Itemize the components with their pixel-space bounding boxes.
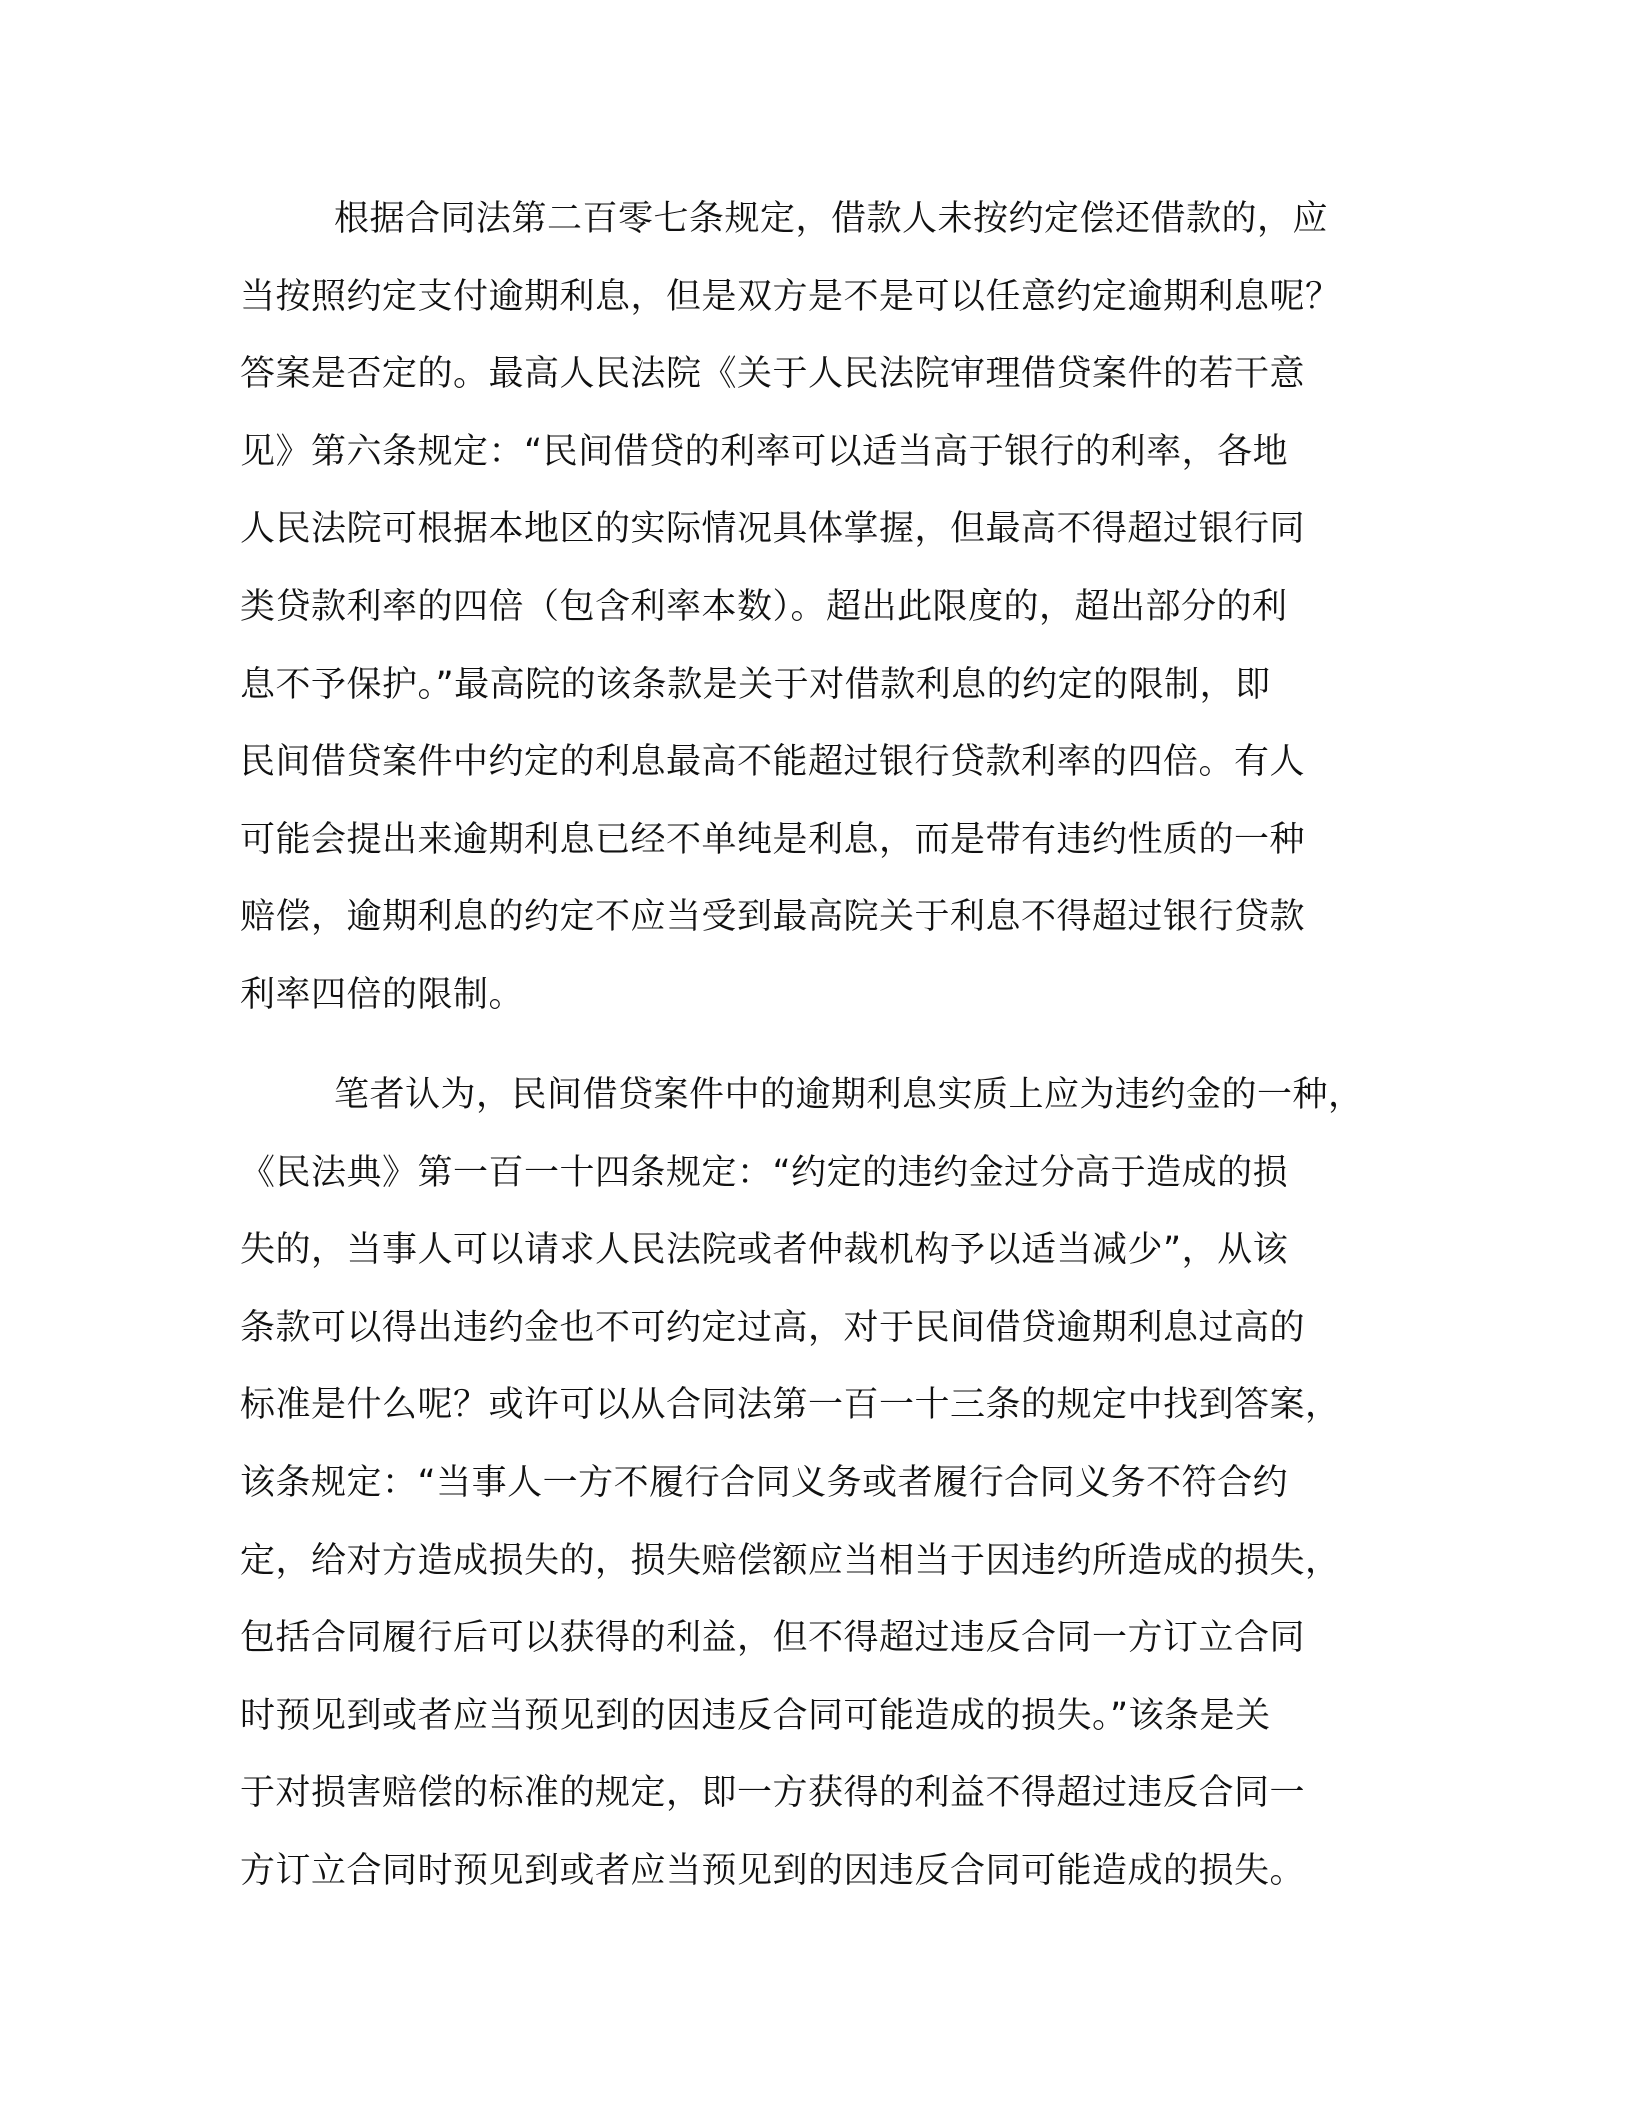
paragraph-line: 人民法院可根据本地区的实际情况具体掌握，但最高不得超过银行同 — [240, 509, 1306, 550]
paragraph-line: 笔者认为，民间借贷案件中的逾期利息实质上应为违约金的一种， — [334, 1075, 1364, 1115]
paragraph-line: 民间借贷案件中约定的利息最高不能超过银行贷款利率的四倍。有人 — [240, 742, 1306, 783]
paragraph-line: 《民法典》第一百一十四条规定：“约定的违约金过分高于造成的损 — [240, 1152, 1289, 1193]
paragraph-line: 时预见到或者应当预见到的因违反合同可能造成的损失。”该条是关 — [240, 1695, 1271, 1736]
paragraph-line: 失的，当事人可以请求人民法院或者仲裁机构予以适当减少”，从该 — [240, 1230, 1289, 1271]
paragraph-line: 利率四倍的限制。 — [240, 974, 525, 1015]
paragraph-1 — [240, 181, 1390, 1035]
paragraph-line: 包括合同履行后可以获得的利益，但不得超过违反合同一方订立合同 — [240, 1618, 1306, 1659]
paragraph-line: 息不予保护。”最高院的该条款是关于对借款利息的约定的限制，即 — [240, 664, 1271, 705]
paragraph-line: 于对损害赔偿的标准的规定，即一方获得的利益不得超过违反合同一 — [240, 1773, 1306, 1814]
paragraph-line: 可能会提出来逾期利息已经不单纯是利息，而是带有违约性质的一种 — [240, 819, 1306, 860]
paragraph-line: 见》第六条规定：“民间借贷的利率可以适当高于银行的利率，各地 — [240, 431, 1289, 472]
paragraph-line: 定，给对方造成损失的，损失赔偿额应当相当于因违约所造成的损失， — [240, 1540, 1341, 1581]
paragraph-line: 方订立合同时预见到或者应当预见到的因违反合同可能造成的损失。 — [240, 1850, 1306, 1891]
paragraph-line: 答案是否定的。最高人民法院《关于人民法院审理借贷案件的若干意 — [240, 354, 1306, 395]
paragraph-2 — [240, 1057, 1390, 1911]
paragraph-line: 条款可以得出违约金也不可约定过高，对于民间借贷逾期利息过高的 — [240, 1307, 1306, 1348]
paragraph-line: 当按照约定支付逾期利息，但是双方是不是可以任意约定逾期利息呢？ — [240, 276, 1341, 317]
paragraph-line: 标准是什么呢？或许可以从合同法第一百一十三条的规定中找到答案， — [240, 1385, 1341, 1426]
paragraph-line: 根据合同法第二百零七条规定，借款人未按约定偿还借款的，应 — [334, 199, 1329, 239]
paragraph-line: 该条规定：“当事人一方不履行合同义务或者履行合同义务不符合约 — [240, 1462, 1289, 1503]
paragraph-line: 赔偿，逾期利息的约定不应当受到最高院关于利息不得超过银行贷款 — [240, 897, 1306, 938]
paragraph-line: 类贷款利率的四倍（包含利率本数）。超出此限度的，超出部分的利 — [240, 586, 1288, 627]
